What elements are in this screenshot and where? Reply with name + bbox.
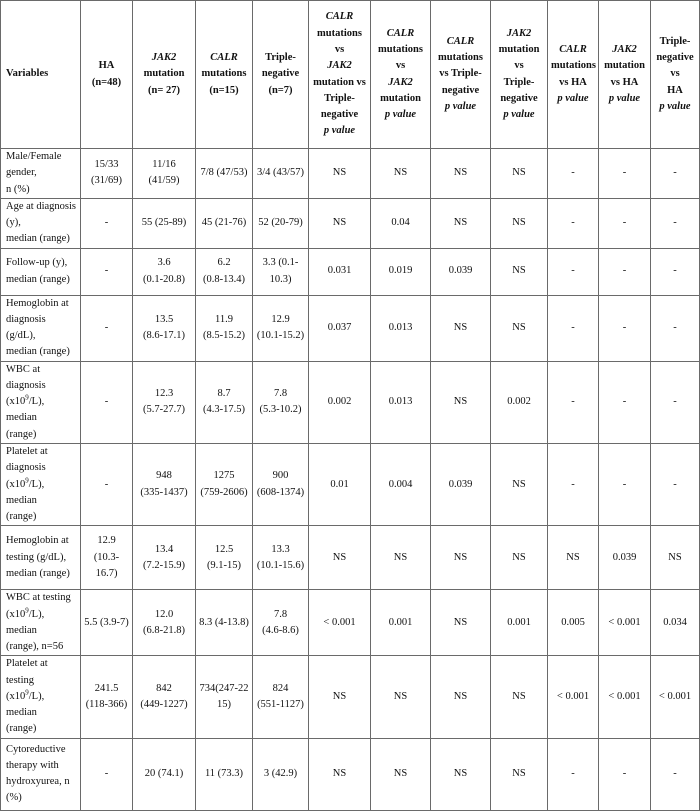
cell-calr: 7/8 (47/53) [196,149,253,199]
table-row [1,656,700,738]
cell-ha: - [81,198,133,248]
cell-p-jak2-vs-ha: 0.039 [599,526,651,590]
cell-calr: 8.7 (4.3-17.5) [196,361,253,443]
cell-p-calr-vs-jak2-vs-tn: NS [309,656,371,738]
cell-p-jak2-vs-tn: NS [491,526,548,590]
cell-p-calr-vs-jak2: 0.04 [371,198,431,248]
header-row [1,1,700,149]
cell-p-jak2-vs-tn: 0.001 [491,590,548,656]
cell-ha: - [81,361,133,443]
cell-triple-negative: 12.9 (10.1-15.2) [253,295,309,361]
cell-p-jak2-vs-ha: - [599,248,651,295]
cell-p-tn-vs-ha: - [651,361,700,443]
cell-jak2: 11/16 (41/59) [133,149,196,199]
cell-triple-negative: 3.3 (0.1- 10.3) [253,248,309,295]
cell-p-calr-vs-ha: NS [548,526,599,590]
cell-variable: Hemoglobin at diagnosis (g/dL), median (range) [1,295,81,361]
cell-p-calr-vs-ha: < 0.001 [548,656,599,738]
cell-ha: - [81,295,133,361]
table-row [1,361,700,443]
cell-p-jak2-vs-ha: - [599,738,651,810]
cell-variable: Platelet at testing $(x10^9/L)$, median (range) [1,656,81,738]
table-row [1,443,700,525]
cell-variable: Platelet at diagnosis $(x10^9/L)$, median (range) [1,443,81,525]
table-row [1,295,700,361]
cell-jak2: 12.3 (5.7-27.7) [133,361,196,443]
cell-variable: Cytoreductive therapy with hydroxyurea, n (%) [1,738,81,810]
cell-jak2: 20 (74.1) [133,738,196,810]
cell-p-jak2-vs-ha: - [599,295,651,361]
cell-p-calr-vs-jak2: 0.004 [371,443,431,525]
cell-ha: 12.9 (10.3-16.7) [81,526,133,590]
cell-p-tn-vs-ha: - [651,443,700,525]
cell-p-jak2-vs-tn: NS [491,656,548,738]
cell-p-calr-vs-tn: NS [431,738,491,810]
cell-ha: - [81,738,133,810]
cell-p-jak2-vs-tn: NS [491,248,548,295]
cell-p-tn-vs-ha: < 0.001 [651,656,700,738]
cell-calr: 734(247-22 15) [196,656,253,738]
cell-p-calr-vs-ha: - [548,443,599,525]
cell-triple-negative: 900 (608-1374) [253,443,309,525]
cell-jak2: 13.5 (8.6-17.1) [133,295,196,361]
header-triple-negative-vs-ha: Triple- negative vs HA p value [651,1,700,149]
cell-p-tn-vs-ha: - [651,248,700,295]
cell-p-calr-vs-jak2-vs-tn: < 0.001 [309,590,371,656]
cell-jak2: 55 (25-89) [133,198,196,248]
cell-triple-negative: 7.8 (5.3-10.2) [253,361,309,443]
cell-triple-negative: 3 (42.9) [253,738,309,810]
cell-p-calr-vs-tn: NS [431,361,491,443]
cell-p-calr-vs-tn: NS [431,295,491,361]
cell-p-calr-vs-jak2: 0.013 [371,295,431,361]
cell-variable: Follow-up (y), median (range) [1,248,81,295]
cell-p-jak2-vs-ha: - [599,443,651,525]
cell-p-jak2-vs-ha: < 0.001 [599,656,651,738]
cell-p-jak2-vs-ha: - [599,361,651,443]
cell-p-calr-vs-ha: - [548,149,599,199]
cell-p-jak2-vs-ha: < 0.001 [599,590,651,656]
cell-p-calr-vs-tn: 0.039 [431,248,491,295]
cell-calr: 45 (21-76) [196,198,253,248]
cell-p-jak2-vs-ha: - [599,149,651,199]
cell-triple-negative: 3/4 (43/57) [253,149,309,199]
cell-jak2: 842 (449-1227) [133,656,196,738]
header-variables: Variables [1,1,81,149]
cell-p-calr-vs-jak2-vs-tn: 0.037 [309,295,371,361]
cell-p-calr-vs-tn: 0.039 [431,443,491,525]
header-jak2: JAK2 mutation (n= 27) [133,1,196,149]
cell-p-calr-vs-jak2: NS [371,149,431,199]
table-row [1,590,700,656]
cell-p-calr-vs-jak2-vs-tn: NS [309,198,371,248]
cell-p-calr-vs-tn: NS [431,526,491,590]
cell-p-tn-vs-ha: - [651,295,700,361]
table-row [1,248,700,295]
cell-p-jak2-vs-tn: NS [491,295,548,361]
cell-ha: - [81,248,133,295]
header-calr: CALR mutations (n=15) [196,1,253,149]
table-row [1,526,700,590]
cell-calr: 6.2 (0.8-13.4) [196,248,253,295]
cell-p-tn-vs-ha: - [651,198,700,248]
cell-calr: 12.5 (9.1-15) [196,526,253,590]
cell-p-calr-vs-jak2: 0.013 [371,361,431,443]
cell-p-calr-vs-tn: NS [431,198,491,248]
cell-triple-negative: 824 (551-1127) [253,656,309,738]
cell-p-jak2-vs-tn: NS [491,149,548,199]
header-calr-vs-triple-negative: CALR mutations vs Triple- negative p value [431,1,491,149]
cell-p-tn-vs-ha: NS [651,526,700,590]
cell-triple-negative: 52 (20-79) [253,198,309,248]
cell-p-calr-vs-jak2-vs-tn: 0.002 [309,361,371,443]
cell-calr: 11 (73.3) [196,738,253,810]
header-ha: HA (n=48) [81,1,133,149]
cell-variable: Male/Female gender, n (%) [1,149,81,199]
cell-ha: 5.5 (3.9-7) [81,590,133,656]
header-calr-vs-ha: CALR mutations vs HA p value [548,1,599,149]
cell-p-calr-vs-jak2-vs-tn: NS [309,526,371,590]
cell-p-calr-vs-ha: - [548,248,599,295]
cell-p-calr-vs-ha: 0.005 [548,590,599,656]
header-calr-vs-jak2: CALR mutations vs JAK2 mutation p value [371,1,431,149]
cell-jak2: 12.0 (6.8-21.8) [133,590,196,656]
cell-triple-negative: 7.8 (4.6-8.6) [253,590,309,656]
cell-calr: 11.9 (8.5-15.2) [196,295,253,361]
cell-p-calr-vs-ha: - [548,198,599,248]
cell-p-calr-vs-ha: - [548,361,599,443]
cell-ha: 15/33 (31/69) [81,149,133,199]
cell-p-calr-vs-jak2-vs-tn: 0.01 [309,443,371,525]
header-jak2-vs-triple-negative: JAK2 mutation vs Triple- negative p value [491,1,548,149]
cell-p-calr-vs-jak2: 0.019 [371,248,431,295]
cell-p-jak2-vs-tn: 0.002 [491,361,548,443]
cell-p-tn-vs-ha: - [651,738,700,810]
cell-p-calr-vs-jak2-vs-tn: 0.031 [309,248,371,295]
cell-jak2: 948 (335-1437) [133,443,196,525]
cell-p-jak2-vs-tn: NS [491,198,548,248]
cell-p-jak2-vs-ha: - [599,198,651,248]
cell-p-calr-vs-tn: NS [431,590,491,656]
cell-variable: WBC at diagnosis $(x10^9/L)$, median (range) [1,361,81,443]
cell-p-jak2-vs-tn: NS [491,443,548,525]
header-calr-vs-jak2-vs-triple-negative: CALR mutations vs JAK2 mutation vs Triple- negative p value [309,1,371,149]
cell-p-calr-vs-jak2: NS [371,738,431,810]
table-body [1,149,700,811]
cell-p-calr-vs-jak2: NS [371,656,431,738]
cell-p-calr-vs-jak2-vs-tn: NS [309,149,371,199]
cell-p-jak2-vs-tn: NS [491,738,548,810]
cell-triple-negative: 13.3 (10.1-15.6) [253,526,309,590]
cell-calr: 1275 (759-2606) [196,443,253,525]
cell-ha: 241.5 (118-366) [81,656,133,738]
cell-p-calr-vs-jak2-vs-tn: NS [309,738,371,810]
cell-p-calr-vs-tn: NS [431,149,491,199]
cell-ha: - [81,443,133,525]
cell-p-calr-vs-ha: - [548,295,599,361]
cell-variable: Age at diagnosis (y), median (range) [1,198,81,248]
table-row [1,149,700,199]
cell-p-calr-vs-ha: - [548,738,599,810]
cell-variable: Hemoglobin at testing (g/dL), median (range) [1,526,81,590]
cell-calr: 8.3 (4-13.8) [196,590,253,656]
cell-p-tn-vs-ha: - [651,149,700,199]
cell-variable: WBC at testing $(x10^9/L)$, median (range), n=56 [1,590,81,656]
cell-p-calr-vs-jak2: 0.001 [371,590,431,656]
header-triple-negative: Triple- negative (n=7) [253,1,309,149]
cell-jak2: 3.6 (0.1-20.8) [133,248,196,295]
header-jak2-vs-ha: JAK2 mutation vs HA p value [599,1,651,149]
cell-p-calr-vs-tn: NS [431,656,491,738]
table-row [1,198,700,248]
cell-p-tn-vs-ha: 0.034 [651,590,700,656]
table-row [1,738,700,810]
cell-jak2: 13.4 (7.2-15.9) [133,526,196,590]
cell-p-calr-vs-jak2: NS [371,526,431,590]
